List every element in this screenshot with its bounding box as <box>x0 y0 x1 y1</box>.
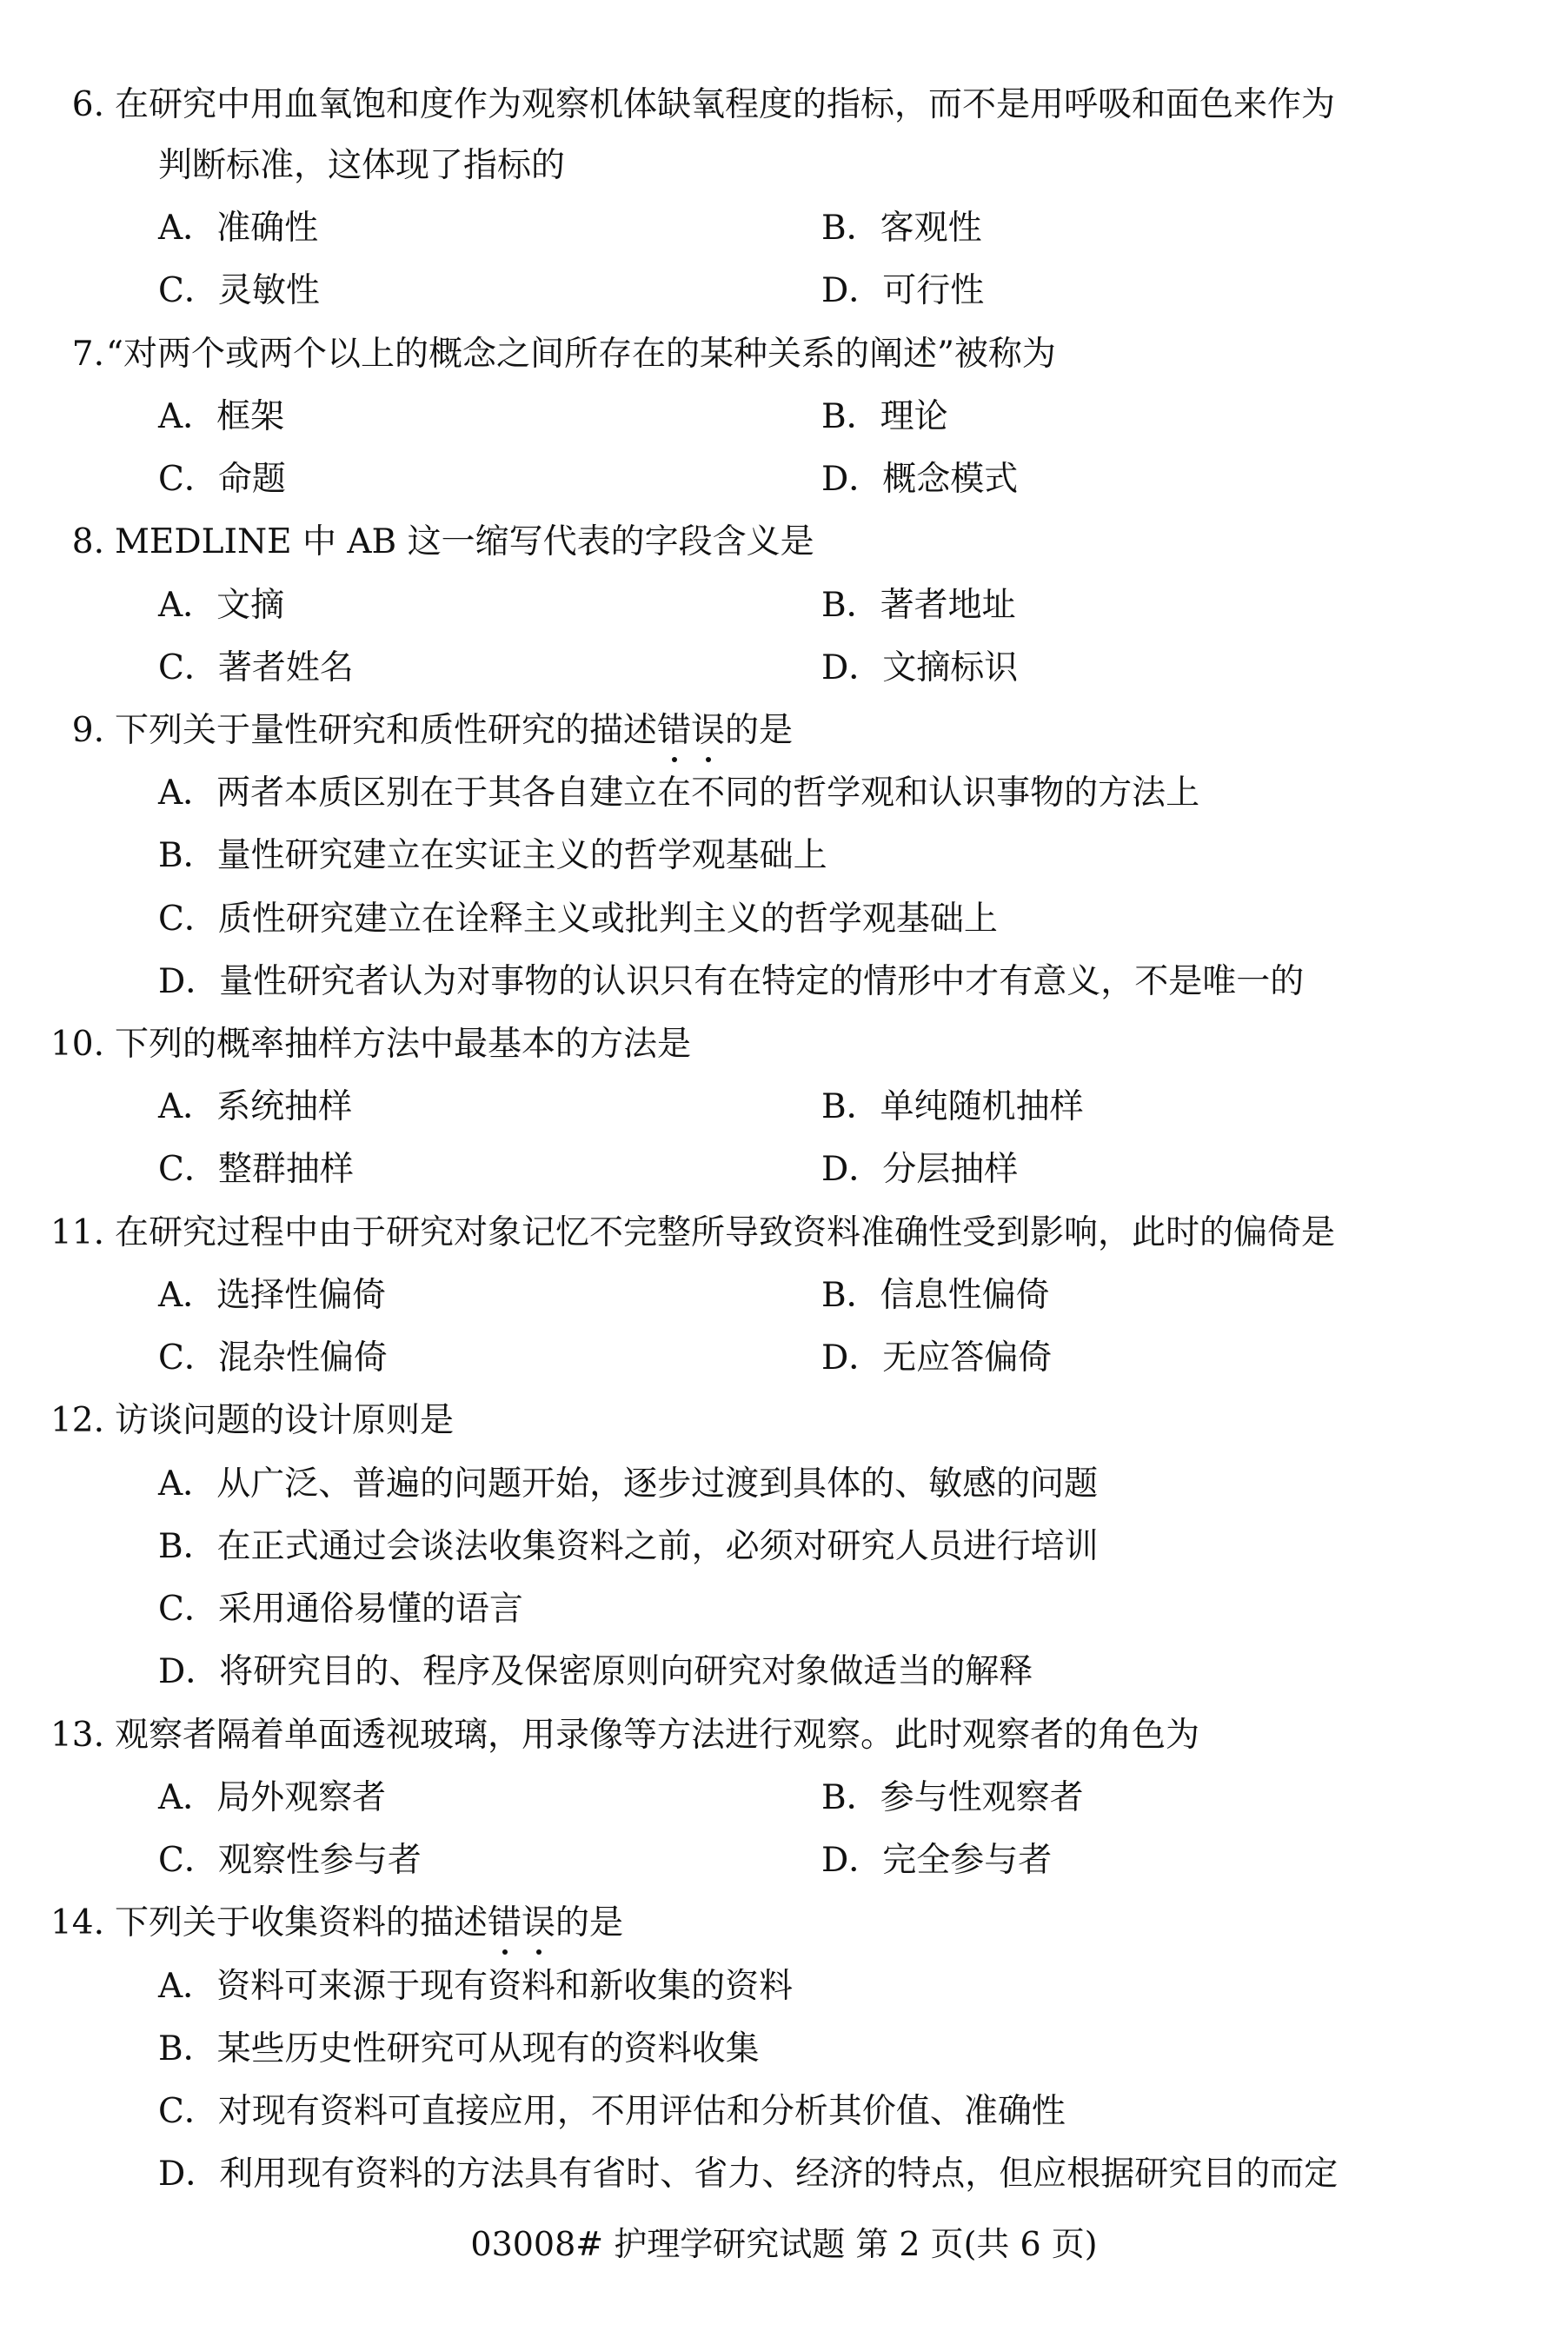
question-6-stem-line-2: 判断标准，这体现了指标的 <box>158 146 566 185</box>
question-10-option-a: A．系统抽样 <box>158 1087 353 1126</box>
question-12-option-a: A．从广泛、普遍的问题开始，逐步过渡到具体的、敏感的问题 <box>158 1464 1099 1504</box>
question-7-number: 7. <box>71 335 104 374</box>
question-8-stem: MEDLINE 中 AB 这一缩写代表的字段含义是 <box>115 522 814 561</box>
question-13-number: 13. <box>50 1716 104 1755</box>
question-8-option-d: D．文摘标识 <box>821 648 1019 687</box>
question-7-stem: “对两个或两个以上的概念之间所存在的某种关系的阐述”被称为 <box>106 335 1056 374</box>
question-13-option-a: A．局外观察者 <box>158 1778 387 1817</box>
question-12-number: 12. <box>50 1401 104 1440</box>
question-12-option-d: D．将研究目的、程序及保密原则向研究对象做适当的解释 <box>158 1652 1033 1691</box>
question-14-stem-line <box>43 1901 623 1946</box>
question-11-option-d: D．无应答偏倚 <box>821 1338 1053 1378</box>
question-6-option-a: A．准确性 <box>158 209 319 248</box>
question-7-option-b: B．理论 <box>821 397 948 436</box>
question-14-stem-end: 的是 <box>555 1903 624 1942</box>
question-13-stem-line <box>43 1713 1199 1758</box>
question-8-option-b: B．著者地址 <box>821 586 1016 625</box>
question-10-option-c: C．整群抽样 <box>158 1150 354 1189</box>
question-6-number: 6. <box>71 85 104 124</box>
question-11-option-c: C．混杂性偏倚 <box>158 1338 388 1378</box>
question-12-option-c: C．采用通俗易懂的语言 <box>158 1590 523 1629</box>
question-7-option-a: A．框架 <box>158 397 285 436</box>
question-9-stem-line <box>43 708 793 754</box>
question-8-option-c: C．著者姓名 <box>158 648 354 687</box>
question-13-option-b: B．参与性观察者 <box>821 1778 1084 1817</box>
question-8-option-a: A．文摘 <box>158 586 285 625</box>
page-footer: 03008# 护理学研究试题 第 2 页(共 6 页) <box>470 2225 1098 2263</box>
question-11-stem-line <box>43 1211 1335 1256</box>
question-10-option-b: B．单纯随机抽样 <box>821 1087 1084 1126</box>
question-14-number: 14. <box>50 1903 104 1942</box>
question-6-option-d: D．可行性 <box>821 271 985 310</box>
question-9-stem: 下列关于量性研究和质性研究的描述 <box>115 711 658 750</box>
question-9-option-c: C．质性研究建立在诠释主义或批判主义的哲学观基础上 <box>158 900 998 939</box>
question-13-option-c: C．观察性参与者 <box>158 1841 422 1880</box>
question-10-stem-line <box>43 1022 691 1067</box>
question-9-stem-end: 的是 <box>725 711 794 750</box>
emphasis-char-cuo: 错 <box>657 708 691 754</box>
question-9-option-a: A．两者本质区别在于其各自建立在不同的哲学观和认识事物的方法上 <box>158 774 1200 813</box>
question-7-stem-line <box>43 332 1056 377</box>
question-11-option-b: B．信息性偏倚 <box>821 1276 1050 1315</box>
question-9-option-b: B．量性研究建立在实证主义的哲学观基础上 <box>158 836 827 875</box>
question-7-option-d: D．概念模式 <box>821 460 1019 499</box>
question-13-option-d: D．完全参与者 <box>821 1841 1053 1880</box>
question-14-option-d: D．利用现有资料的方法具有省时、省力、经济的特点，但应根据研究目的而定 <box>158 2155 1339 2194</box>
question-11-option-a: A．选择性偏倚 <box>158 1276 387 1315</box>
question-6-stem: 在研究中用血氧饱和度作为观察机体缺氧程度的指标，而不是用呼吸和面色来作为 <box>115 85 1336 124</box>
question-11-number: 11. <box>50 1213 104 1252</box>
question-6-stem-line-1 <box>43 83 1335 128</box>
question-13-stem: 观察者隔着单面透视玻璃，用录像等方法进行观察。此时观察者的角色为 <box>115 1716 1200 1755</box>
question-8-number: 8. <box>71 522 104 561</box>
question-10-number: 10. <box>50 1025 104 1064</box>
question-6-option-b: B．客观性 <box>821 209 982 248</box>
question-12-stem: 访谈问题的设计原则是 <box>115 1401 455 1440</box>
question-10-option-d: D．分层抽样 <box>821 1150 1019 1189</box>
emphasis-char-cuo: 错 <box>488 1901 522 1946</box>
question-7-option-c: C．命题 <box>158 460 286 499</box>
emphasis-char-wu: 误 <box>691 708 725 754</box>
question-14-stem: 下列关于收集资料的描述 <box>115 1903 488 1942</box>
question-10-stem: 下列的概率抽样方法中最基本的方法是 <box>115 1025 692 1064</box>
question-9-number: 9. <box>71 711 104 750</box>
emphasis-char-wu: 误 <box>522 1901 555 1946</box>
question-11-stem: 在研究过程中由于研究对象记忆不完整所导致资料准确性受到影响，此时的偏倚是 <box>115 1213 1336 1252</box>
question-12-option-b: B．在正式通过会谈法收集资料之前，必须对研究人员进行培训 <box>158 1527 1099 1566</box>
question-12-stem-line <box>43 1398 454 1444</box>
question-8-stem-line <box>43 520 814 565</box>
question-9-option-d: D．量性研究者认为对事物的认识只有在特定的情形中才有意义，不是唯一的 <box>158 962 1305 1001</box>
question-14-option-a: A．资料可来源于现有资料和新收集的资料 <box>158 1967 794 2006</box>
question-14-option-c: C．对现有资料可直接应用，不用评估和分析其价值、准确性 <box>158 2092 1066 2131</box>
question-6-option-c: C．灵敏性 <box>158 271 320 310</box>
question-14-option-b: B．某些历史性研究可从现有的资料收集 <box>158 2029 760 2068</box>
